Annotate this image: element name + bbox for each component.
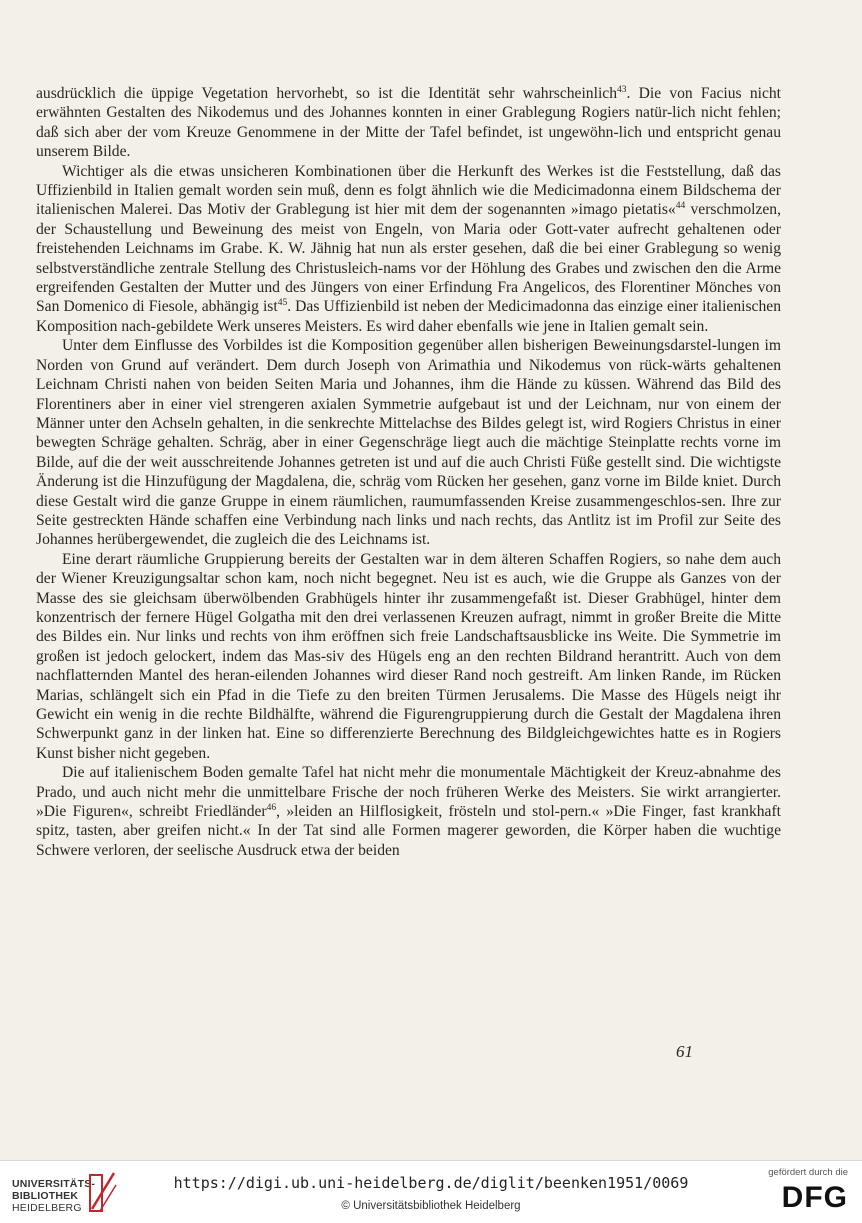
paragraph-text: Eine derart räumliche Gruppierung bereits der Gestalten war in dem älteren Schaffen Rogiers, so nahe dem auch der Wiener Kreuzigungsaltar schon kam, noch nicht begegnet. Neu ist es auch, wie die Gruppe als Ganzes von der Masse des sie gleichsam überwölbenden Grabhügels hinter ihr zusammengefaßt ist. Dieser Grabhügel, hinter dem konzentrisch der fernere Hügel Golgatha mit den drei verlassenen Kreuzen aufragt, nimmt in großer Breite die Mitte des Bildes ein. Nur links und rechts von ihm eröffnen sich freie Landschaftsausblicke ins Weite. Die Symmetrie im großen ist jedoch gelockert, indem das Mas-siv des Hügels eng an den rechten Bildrand herantritt. Auch von dem nachflatternden Mantel des heran-eilenden Johannes wird dieser Rand noch gestreift. Am linken Rande, im Rücken Marias, schlängelt sich ein Pfad in die Tiefe zu den breiten Türmen Jerusalems. Die Masse des Hügels neigt ihr Gewicht ein wenig in die rechte Bildhälfte, während die Figurengruppierung durch die Gestalt der Magdalena ihren Schwerpunkt ganz in der linken hat. Eine so differenzierte Berechnung des Bildgleichgewichtes hatte es in Rogiers Kunst bisher nicht gegeben. bbox=[36, 550, 781, 762]
paragraph-text: . Die von Facius nicht erwähnten Gestalten des Nikodemus und des Johannes konnten in einer Grablegung Rogiers natür-lich nicht fehlen; daß sich aber der vom Kreuze Genommene in der Mitte der Tafel befindet, ist ungewöhn-lich und entspricht genau unserem Bilde. bbox=[36, 85, 781, 161]
paragraph-text: , »leiden an Hilflosigkeit, frösteln und stol-pern.« »Die Finger, fast krankhaft spitz, tasten, aber greifen nicht.« In der Tat sind alle Formen magerer geworden, die Körper haben die wuchtige Schwere verloren, der seelische Ausdruck etwa der beiden bbox=[36, 803, 781, 859]
footnote-marker: 45 bbox=[277, 298, 288, 309]
university-line-3: HEIDELBERG bbox=[12, 1202, 82, 1214]
permalink-url[interactable]: https://digi.ub.uni-heidelberg.de/diglit/beenken1951/0069 bbox=[173, 1174, 689, 1192]
paragraph bbox=[36, 162, 781, 337]
dfg-logo[interactable]: DFG bbox=[781, 1181, 848, 1214]
paragraph bbox=[36, 84, 781, 162]
university-line-1: UNIVERSITÄTS- bbox=[12, 1178, 96, 1190]
body-text bbox=[36, 84, 781, 860]
footnote-marker: 43 bbox=[617, 85, 627, 95]
university-line-2: BIBLIOTHEK bbox=[12, 1190, 79, 1202]
paragraph-text: verschmolzen, der Schaustellung und Beweinung des meist von Engeln, von Maria oder Gott-vater aufrecht gehaltenen oder freistehenden Leichnams im Grabe. K. W. Jähnig hat nun als erster gesehen, daß die bei einer Grablegung so wenig selbstverständliche zentrale Stellung des Christusleich-nams vor der Höhlung des Grabes und zwischen den die Arme ergreifenden Gestalten der Mutter und des Jüngers von einer Erfindung Fra Angelicos, des Florentiner Mönches von San Domenico di Fiesole, abhängig ist bbox=[36, 201, 781, 316]
paragraph-text: Unter dem Einflusse des Vorbildes ist die Komposition gegenüber allen bisherigen Beweinungsdarstel-lungen im Norden von Grund auf verändert. Dem durch Joseph von Arimathia und Nikodemus von rück-wärts gehaltenen Leichnam Christi nahen von beiden Seiten Maria und Johannes, ihm die Hände zu küssen. Während das Bild des Florentiners aber in einer viel strengeren axialen Symmetrie aufgebaut ist und der Leichnam, nur von einem der Männer unter den Achseln gehalten, in die senkrechte Mittelachse des Bildes gelegt ist, wird Rogiers Christus in einer bewegten Schräge gehalten. Schräg, aber in einer Gegenschräge liegt auch die mächtige Steinplatte rechts vorne im Bilde, auf die der weit ausschreitende Johannes getreten ist und auf die auch Christi Füße gestellt sind. Die wichtigste Änderung ist die Hinzufügung der Magdalena, die, schräg vom Rücken her gesehen, ganz vorne im Bilde kniet. Durch diese Gestalt wird die ganze Gruppe in einem räumlichen, raumumfassenden Kreise zusammengeschlos-sen. Ihre zur Seite gestreckten Hände schaffen eine Verbindung nach links und nach rechts, das Antlitz ist im Profil zur Seite des Johannes herübergewendet, die zugleich die des Leichnams ist. bbox=[36, 337, 781, 549]
paragraph-text: ausdrücklich die üppige Vegetation hervorhebt, so ist die Identität sehr wahrscheinlich bbox=[36, 85, 617, 102]
page-number: 61 bbox=[676, 1042, 693, 1061]
funded-by-label: gefördert durch die bbox=[768, 1167, 848, 1178]
paragraph bbox=[36, 763, 781, 860]
paragraph-text: Wichtiger als die etwas unsicheren Kombinationen über die Herkunft des Werkes ist die Feststellung, daß das Uffizienbild in Italien gemalt worden sein muß, denn es folgt ähnlich wie die Medicimadonna einem Bildschema der italienischen Malerei. Das Motiv der Grablegung ist hier mit dem der sogenannten »imago pietatis« bbox=[36, 162, 781, 219]
paragraph bbox=[36, 550, 781, 763]
paragraph-text: . Das Uffizienbild ist neben der Medicimadonna das einzige einer italienischen Komposition nach-gebildete Werk unseres Meisters. Es wird daher ebenfalls wie jene in Italien gemalt sein. bbox=[36, 298, 781, 335]
paragraph-text: Die auf italienischem Boden gemalte Tafel hat nicht mehr die monumentale Mächtigkeit der Kreuz-abnahme des Prado, und auch nicht mehr die unmittelbare Frische der noch früheren Werke des Meisters. Sie wirkt arrangierter. »Die Figuren«, schreibt Friedländer bbox=[36, 764, 781, 821]
copyright-notice: © Universitätsbibliothek Heidelberg bbox=[341, 1200, 521, 1212]
paragraph bbox=[36, 336, 781, 549]
footnote-marker: 44 bbox=[675, 201, 686, 212]
footnote-marker: 46 bbox=[266, 803, 277, 814]
viewer-footer bbox=[0, 1160, 862, 1223]
